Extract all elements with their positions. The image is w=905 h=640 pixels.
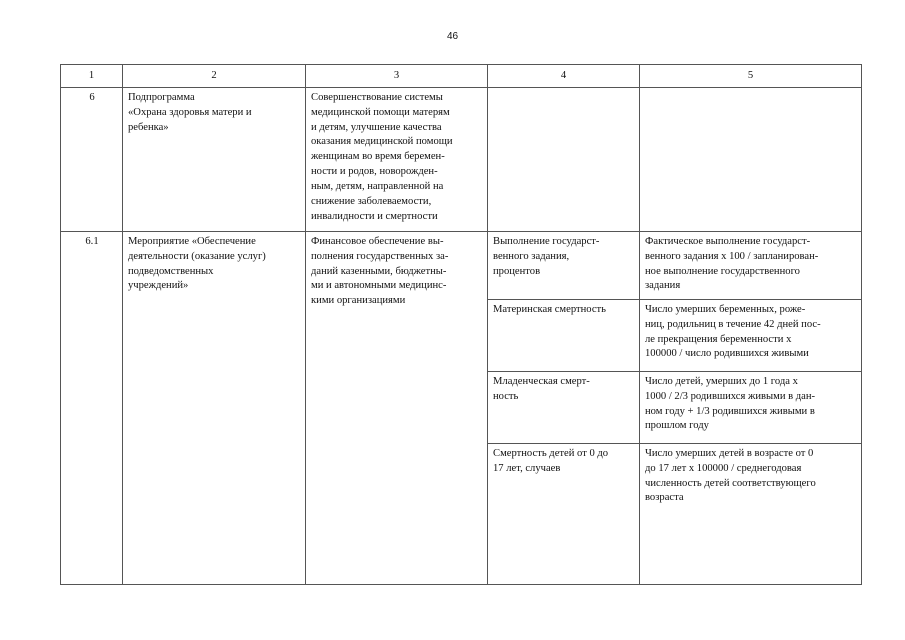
indicator-cell: Выполнение государст- венного задания, процентов bbox=[488, 232, 640, 300]
activity-goal: Финансовое обеспечение вы- полнения государственных за- даний казенными, бюджетны- ми и автономными медицинс- кими организациями bbox=[306, 232, 488, 585]
formula-cell: Число умерших беременных, роже- ниц, родильниц в течение 42 дней пос- ле прекращения беременности х 100000 / число родившихся живыми bbox=[640, 300, 862, 372]
indicator-cell: Материнская смертность bbox=[488, 300, 640, 372]
row-number: 6 bbox=[61, 88, 123, 232]
formula-cell: Число детей, умерших до 1 года х 1000 / 2/3 родившихся живыми в дан- ном году + 1/3 родившихся живыми в прошлом году bbox=[640, 372, 862, 444]
row-number: 6.1 bbox=[61, 232, 123, 585]
subprogram-name: Подпрограмма «Охрана здоровья матери и ребенка» bbox=[123, 88, 306, 232]
header-cell: 5 bbox=[640, 65, 862, 88]
indicator-cell: Смертность детей от 0 до 17 лет, случаев bbox=[488, 444, 640, 585]
subprogram-goal: Совершенствование системы медицинской помощи матерям и детям, улучшение качества оказания медицинской помощи женщинам во время беремен- ности и родов, новорожден- ным, детям, направленной на снижение заболеваемости, инвалидности и смертности bbox=[306, 88, 488, 232]
activity-name: Мероприятие «Обеспечение деятельности (оказание услуг) подведомственных учреждений» bbox=[123, 232, 306, 585]
indicator-cell: Младенческая смерт- ность bbox=[488, 372, 640, 444]
table-row bbox=[61, 88, 862, 232]
program-table bbox=[60, 64, 862, 585]
indicator-cell bbox=[488, 88, 640, 232]
table-row bbox=[61, 232, 862, 300]
formula-cell bbox=[640, 88, 862, 232]
formula-cell: Фактическое выполнение государст- венного задания х 100 / запланирован- ное выполнение государственного задания bbox=[640, 232, 862, 300]
header-cell: 1 bbox=[61, 65, 123, 88]
formula-cell: Число умерших детей в возрасте от 0 до 17 лет х 100000 / среднегодовая численность детей соответствующего возраста bbox=[640, 444, 862, 585]
header-row bbox=[61, 65, 862, 88]
header-cell: 2 bbox=[123, 65, 306, 88]
header-cell: 4 bbox=[488, 65, 640, 88]
header-cell: 3 bbox=[306, 65, 488, 88]
page-number: 46 bbox=[446, 31, 459, 42]
